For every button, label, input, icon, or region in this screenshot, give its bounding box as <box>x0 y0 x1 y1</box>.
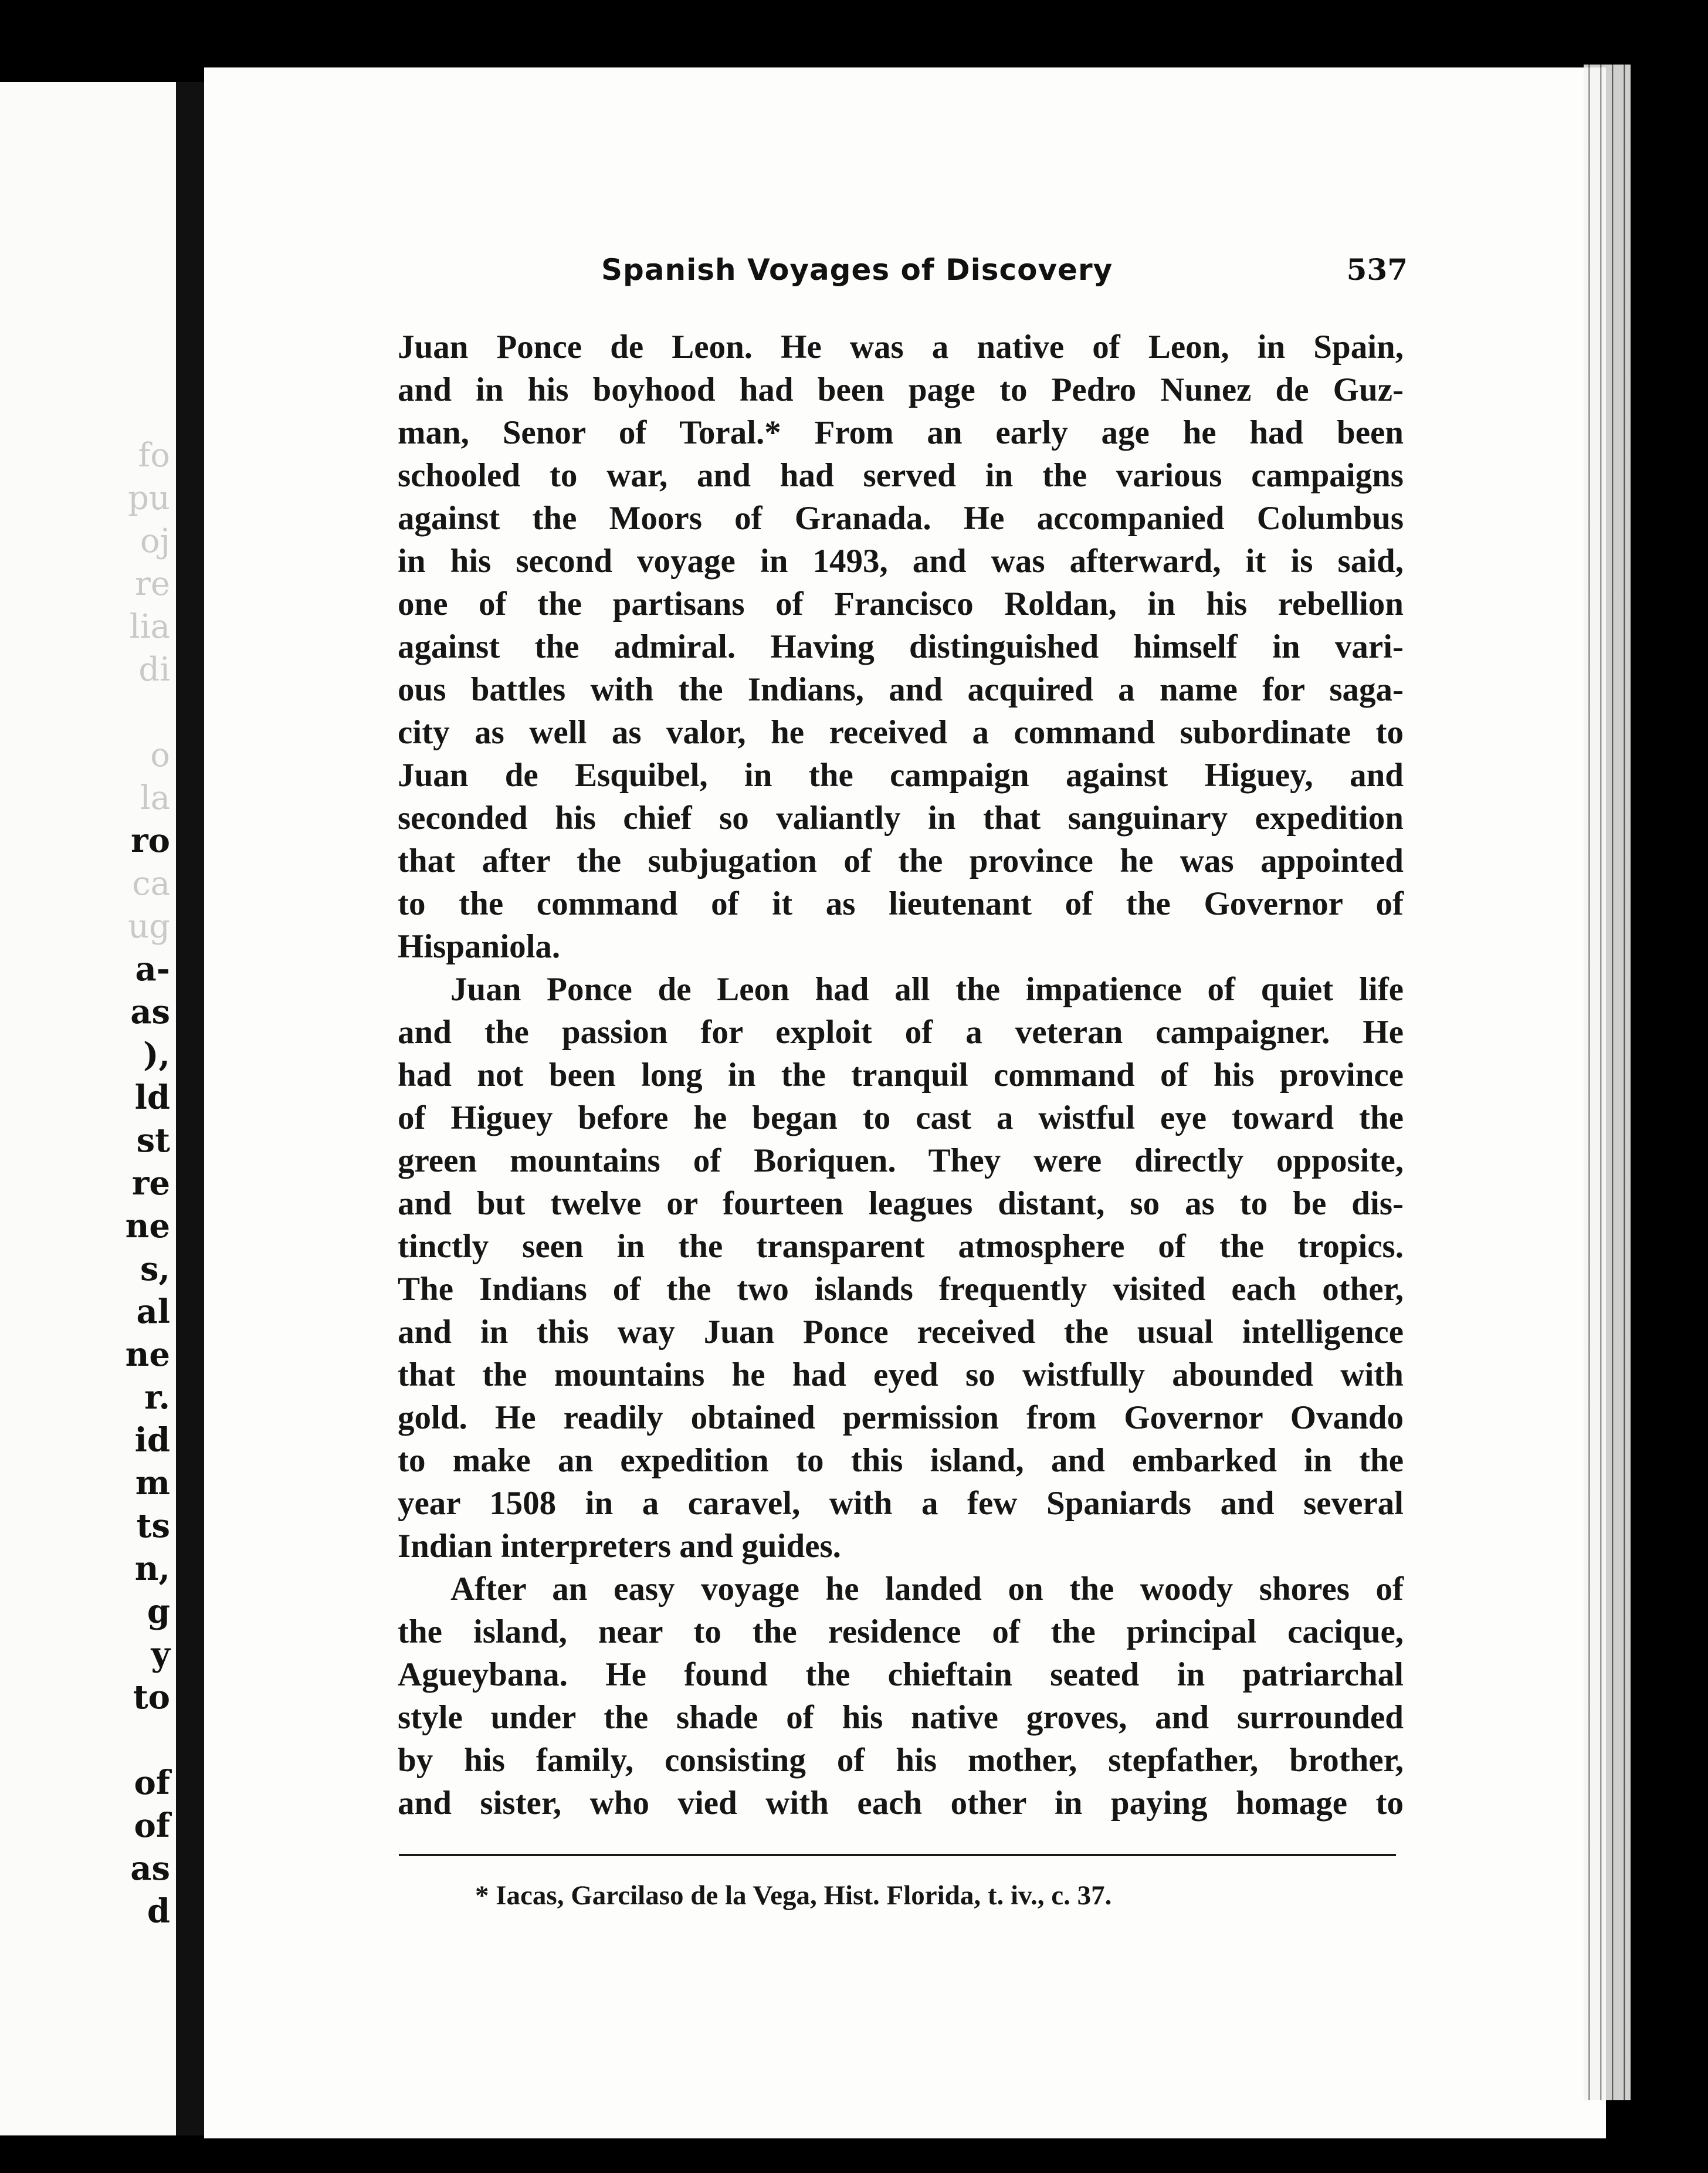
left-fragment: ne <box>125 1335 170 1374</box>
text-line: green mountains of Boriquen. They were directly opposite, <box>398 1142 1404 1179</box>
left-fragment: di <box>138 651 170 689</box>
text-line: gold. He readily obtained permission from Governor Ovando <box>398 1399 1404 1436</box>
text-line: and in this way Juan Ponce received the usual intelligence <box>398 1314 1404 1350</box>
text-line: Hispaniola. <box>398 928 561 965</box>
left-fragment: st <box>136 1121 170 1160</box>
text-line: city as well as valor, he received a command subordinate to <box>398 714 1404 751</box>
text-line: man, Senor of Toral.* From an early age he had been <box>398 414 1404 451</box>
left-facing-page <box>0 82 176 2135</box>
left-fragment: as <box>130 993 170 1031</box>
left-fragment <box>0 691 176 734</box>
text-line: and but twelve or fourteen leagues distant, so as to be dis- <box>398 1185 1404 1222</box>
left-fragment: of <box>134 1764 170 1802</box>
left-fragment: lia <box>129 608 170 646</box>
running-title: Spanish Voyages of Discovery <box>601 253 1113 287</box>
text-line: The Indians of the two islands frequently visited each other, <box>398 1271 1404 1308</box>
text-line: the island, near to the residence of the principal cacique, <box>398 1613 1404 1650</box>
text-line: After an easy voyage he landed on the woody shores of <box>450 1570 1404 1607</box>
left-fragment: a- <box>135 950 170 989</box>
text-line: tinctly seen in the transparent atmosphere of the tropics. <box>398 1228 1404 1265</box>
left-fragment: of <box>134 1806 170 1845</box>
text-line: that after the subjugation of the province he was appointed <box>398 842 1404 879</box>
left-fragment: al <box>136 1292 170 1331</box>
left-fragment: ne <box>125 1207 170 1245</box>
left-fragment: o <box>150 736 170 774</box>
left-fragment: ug <box>128 908 170 946</box>
left-fragment: n, <box>134 1549 170 1588</box>
left-fragment: as <box>130 1849 170 1888</box>
text-line: by his family, consisting of his mother, stepfather, brother, <box>398 1742 1404 1779</box>
left-fragment: to <box>133 1678 170 1717</box>
text-line: schooled to war, and had served in the various campaigns <box>398 457 1404 494</box>
left-fragment: la <box>140 779 170 817</box>
left-fragment: m <box>135 1464 170 1502</box>
left-fragment: re <box>135 565 170 603</box>
text-line: one of the partisans of Francisco Roldan, in his rebellion <box>398 585 1404 622</box>
left-fragment <box>0 1719 176 1762</box>
text-line: in his second voyage in 1493, and was afterward, it is said, <box>398 543 1404 580</box>
footnote: * Iacas, Garcilaso de la Vega, Hist. Florida, t. iv., c. 37. <box>475 1880 1112 1911</box>
body-text <box>398 326 1404 1825</box>
text-line: to the command of it as lieutenant of the Governor of <box>398 885 1404 922</box>
text-line: and sister, who vied with each other in paying homage to <box>398 1785 1404 1822</box>
book-gutter <box>176 82 204 2135</box>
text-line: Agueybana. He found the chieftain seated in patriarchal <box>398 1656 1404 1693</box>
running-head <box>601 246 1408 293</box>
left-page-line-fragments <box>0 434 176 1933</box>
left-fragment: id <box>134 1421 170 1460</box>
text-line: Juan Ponce de Leon had all the impatience of quiet life <box>450 971 1404 1008</box>
left-fragment: ro <box>131 821 170 860</box>
text-line: year 1508 in a caravel, with a few Spaniards and several <box>398 1485 1404 1522</box>
left-fragment: ld <box>134 1078 170 1117</box>
left-fragment: fo <box>138 436 170 475</box>
text-line: and the passion for exploit of a veteran campaigner. He <box>398 1014 1404 1051</box>
text-line: that the mountains he had eyed so wistfully abounded with <box>398 1356 1404 1393</box>
left-fragment: oj <box>140 522 170 560</box>
text-line: against the admiral. Having distinguished himself in vari- <box>398 628 1404 665</box>
text-line: Juan Ponce de Leon. He was a native of Leon, in Spain, <box>398 329 1404 365</box>
left-fragment: ts <box>136 1507 170 1545</box>
text-line: of Higuey before he began to cast a wistful eye toward the <box>398 1099 1404 1136</box>
text-line: Juan de Esquibel, in the campaign against Higuey, and <box>398 757 1404 794</box>
text-line: to make an expedition to this island, and embarked in the <box>398 1442 1404 1479</box>
left-fragment: s, <box>140 1250 170 1288</box>
left-fragment: g <box>147 1592 170 1631</box>
text-line: and in his boyhood had been page to Pedro Nunez de Guz- <box>398 371 1404 408</box>
left-fragment: pu <box>128 479 170 517</box>
left-fragment: ), <box>143 1035 170 1074</box>
page-number: 537 <box>1346 252 1408 287</box>
text-line: against the Moors of Granada. He accompanied Columbus <box>398 500 1404 537</box>
left-fragment: r. <box>144 1378 170 1417</box>
text-line: ous battles with the Indians, and acquired a name for saga- <box>398 671 1404 708</box>
text-line: seconded his chief so valiantly in that sanguinary expedition <box>398 800 1404 837</box>
left-fragment: ca <box>132 865 170 903</box>
text-line: Indian interpreters and guides. <box>398 1528 841 1565</box>
left-fragment: re <box>131 1164 170 1203</box>
footnote-rule <box>399 1854 1396 1856</box>
text-line: had not been long in the tranquil command of his province <box>398 1057 1404 1094</box>
text-line: style under the shade of his native groves, and surrounded <box>398 1699 1404 1736</box>
left-fragment: d <box>147 1892 170 1931</box>
page-fore-edge <box>1584 65 1631 2100</box>
left-fragment: y <box>151 1635 170 1674</box>
